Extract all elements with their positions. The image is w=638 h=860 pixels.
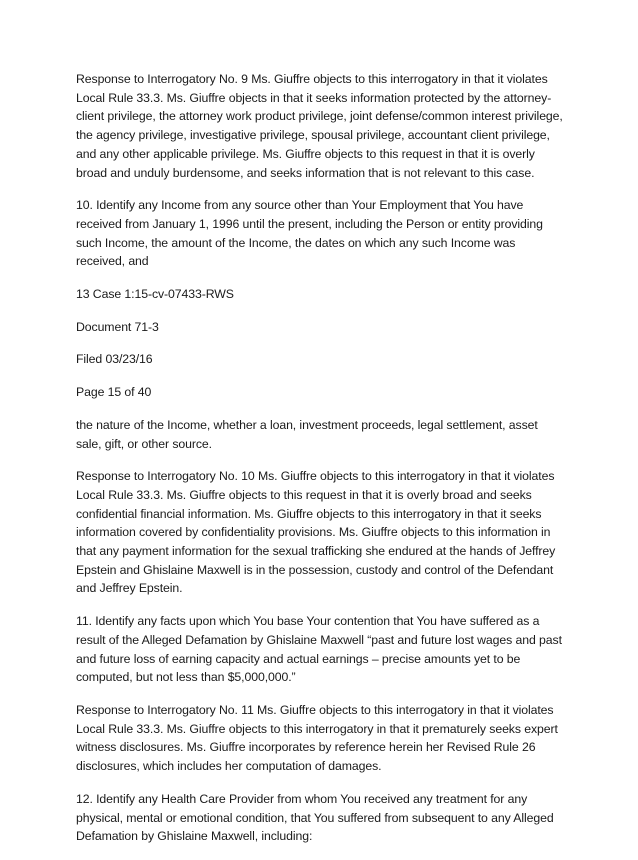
paragraph-income-continuation: the nature of the Income, whether a loan, investment proceeds, legal settlement, asset sale, gift, or other source.	[76, 417, 538, 451]
paragraph-response-10: Response to Interrogatory No. 10 Ms. Giuffre objects to this interrogatory in that it violates Local Rule 33.3. Ms. Giuffre objects to this request in that it is overly broad and seeks confidential financial information. Ms. Giuffre objects to this interrogatory in that it seeks information covered by confidentiality provisions. Ms. Giuffre objects to this information in that any payment information for the sexual trafficking she endured at the hands of Jeffrey Epstein and Ghislaine Maxwell is in the possession, custody and control of the Defendant and Jeffrey Epstein.	[76, 469, 556, 596]
case-number-line: 13 Case 1:15-cv-07433-RWS	[76, 287, 234, 302]
page-number-line: Page 15 of 40	[76, 385, 152, 400]
filed-date-line: Filed 03/23/16	[76, 352, 153, 367]
document-body	[76, 70, 566, 860]
paragraph-response-9: Response to Interrogatory No. 9 Ms. Giuffre objects to this interrogatory in that it violates Local Rule 33.3. Ms. Giuffre objects in that it seeks information protected by the attorney-client privilege, the attorney work product privilege, joint defense/common interest privilege, the agency privilege, investigative privilege, spousal privilege, accountant client privilege, and any other applicable privilege. Ms. Giuffre objects to this request in that it is overly broad and unduly burdensome, and seeks information that is not relevant to this case.	[76, 72, 563, 180]
paragraph-interrogatory-12: 12. Identify any Health Care Provider from whom You received any treatment for any physical, mental or emotional condition, that You suffered from subsequent to any Alleged Defamation by Ghislaine Maxwell, including:	[76, 791, 554, 844]
paragraph-interrogatory-11: 11. Identify any facts upon which You base Your contention that You have suffered as a result of the Alleged Defamation by Ghislaine Maxwell “past and future lost wages and past and future loss of earning capacity and actual earnings – precise amounts yet to be computed, but not less than $5,000,000.”	[76, 614, 562, 685]
document-number-line: Document 71-3	[76, 319, 159, 334]
paragraph-interrogatory-10: 10. Identify any Income from any source other than Your Employment that You have received from January 1, 1996 until the present, including the Person or entity providing such Income, the amount of the Income, the dates on which any such Income was received, and	[76, 198, 543, 269]
paragraph-response-11: Response to Interrogatory No. 11 Ms. Giuffre objects to this interrogatory in that it violates Local Rule 33.3. Ms. Giuffre objects to this interrogatory in that it prematurely seeks expert witness disclosures. Ms. Giuffre incorporates by reference herein her Revised Rule 26 disclosures, which includes her computation of damages.	[76, 702, 558, 774]
